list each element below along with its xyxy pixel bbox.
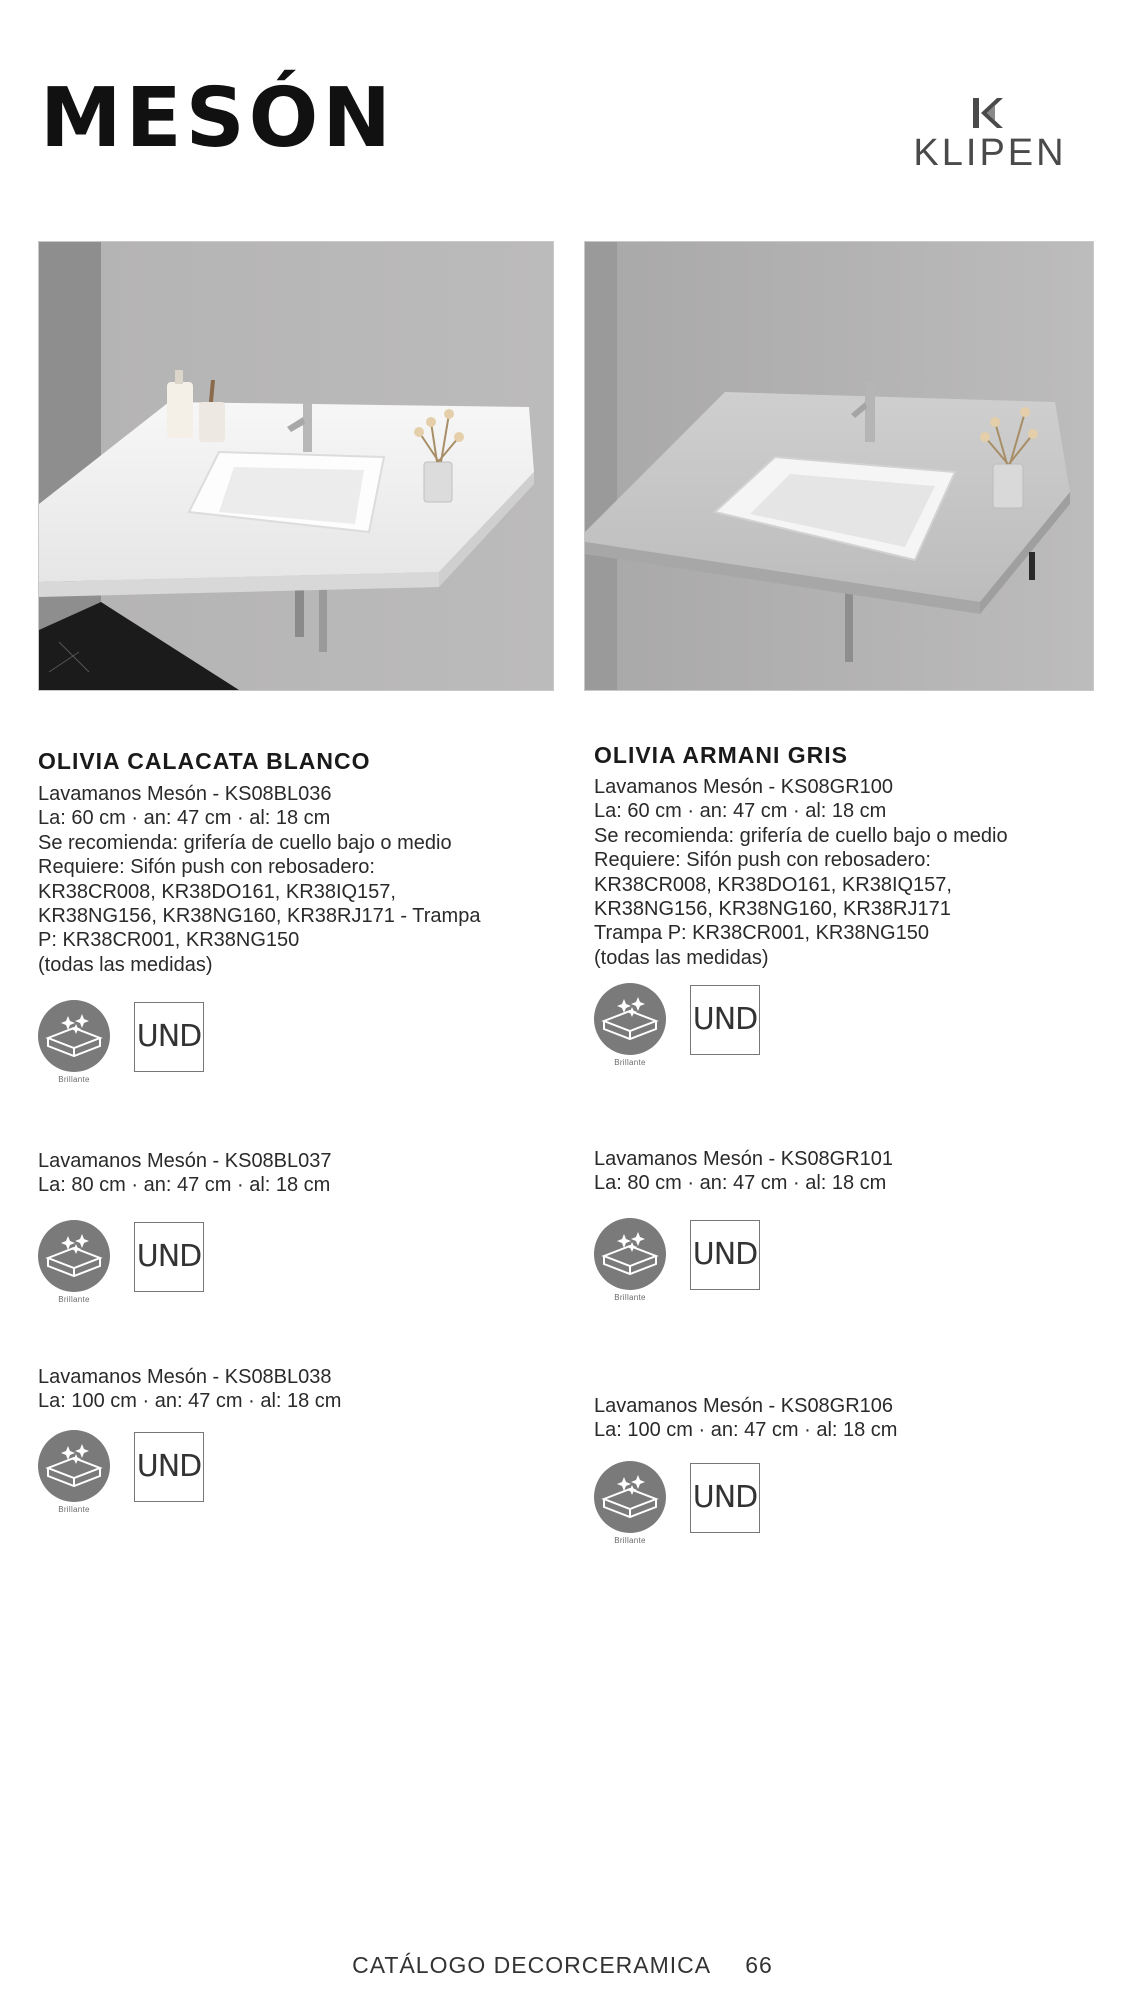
unit-badge: UND (134, 1002, 204, 1072)
finish-label: Brillante (614, 1293, 646, 1302)
variant-description (38, 1149, 332, 1198)
product-name: OLIVIA ARMANI GRIS (594, 742, 848, 768)
desc-line: La: 60 cm · an: 47 cm · al: 18 cm (594, 800, 887, 823)
page-title: MESÓN (40, 71, 396, 166)
finish-badge (594, 1461, 666, 1551)
variant-description (594, 775, 1008, 970)
variant-description (594, 1147, 893, 1196)
variant-badges (38, 1220, 238, 1310)
desc-line: Se recomienda: grifería de cuello bajo o medio (594, 824, 1008, 847)
desc-line: Requiere: Sifón push con rebosadero: (38, 856, 375, 879)
variant-badges (594, 1461, 794, 1551)
brilliant-finish-icon (38, 1000, 110, 1072)
desc-line: KR38NG156, KR38NG160, KR38RJ171 - Trampa (38, 905, 481, 928)
page-number: 66 (745, 1952, 773, 1978)
desc-line: KR38CR008, KR38DO161, KR38IQ157, (594, 873, 952, 896)
desc-line: Requiere: Sifón push con rebosadero: (594, 849, 931, 872)
desc-line: P: KR38CR001, KR38NG150 (38, 929, 300, 952)
unit-badge: UND (690, 985, 760, 1055)
sink-white-image (39, 242, 553, 690)
desc-line: KR38NG156, KR38NG160, KR38RJ171 (594, 898, 951, 921)
desc-line: La: 80 cm · an: 47 cm · al: 18 cm (594, 1172, 887, 1195)
variant-badges (38, 1000, 238, 1090)
desc-line: Lavamanos Mesón - KS08BL037 (38, 1150, 332, 1172)
variant-description (594, 1394, 897, 1443)
desc-line: KR38CR008, KR38DO161, KR38IQ157, (38, 880, 396, 903)
finish-badge (38, 1220, 110, 1310)
unit-badge: UND (134, 1222, 204, 1292)
desc-line: (todas las medidas) (38, 953, 213, 976)
finish-badge (38, 1000, 110, 1090)
brand-logo (905, 96, 1075, 172)
product-photo-armani (584, 241, 1094, 691)
desc-line: Lavamanos Mesón - KS08BL038 (38, 1366, 332, 1388)
desc-line: La: 80 cm · an: 47 cm · al: 18 cm (38, 1174, 331, 1197)
desc-line: Trampa P: KR38CR001, KR38NG150 (594, 922, 929, 945)
brand-name: KLIPEN (913, 132, 1067, 174)
desc-line: La: 100 cm · an: 47 cm · al: 18 cm (38, 1390, 342, 1413)
unit-badge: UND (690, 1220, 760, 1290)
variant-badges (594, 983, 794, 1073)
finish-badge (594, 1218, 666, 1308)
catalog-name: CATÁLOGO DECORCERAMICA (352, 1952, 710, 1978)
unit-badge: UND (690, 1463, 760, 1533)
desc-line: Se recomienda: grifería de cuello bajo o medio (38, 831, 452, 854)
desc-line: Lavamanos Mesón - KS08GR101 (594, 1148, 894, 1170)
finish-label: Brillante (58, 1075, 90, 1084)
variant-description (38, 782, 480, 977)
desc-line: Lavamanos Mesón - KS08BL036 (38, 783, 332, 805)
finish-label: Brillante (614, 1536, 646, 1545)
finish-label: Brillante (614, 1058, 646, 1067)
brilliant-finish-icon (594, 983, 666, 1055)
product-name: OLIVIA CALACATA BLANCO (38, 748, 371, 774)
product-photo-calacata (38, 241, 554, 691)
finish-label: Brillante (58, 1505, 90, 1514)
brilliant-finish-icon (594, 1461, 666, 1533)
finish-badge (38, 1430, 110, 1520)
desc-line: La: 100 cm · an: 47 cm · al: 18 cm (594, 1419, 898, 1442)
variant-badges (38, 1430, 238, 1520)
desc-line: Lavamanos Mesón - KS08GR100 (594, 776, 894, 798)
finish-label: Brillante (58, 1295, 90, 1304)
variant-description (38, 1365, 341, 1414)
desc-line: La: 60 cm · an: 47 cm · al: 18 cm (38, 807, 331, 830)
klipen-k-icon (969, 96, 1003, 130)
desc-line: Lavamanos Mesón - KS08GR106 (594, 1395, 894, 1417)
brilliant-finish-icon (38, 1430, 110, 1502)
page-footer (0, 1952, 1125, 1979)
sink-gray-image (585, 242, 1093, 690)
brilliant-finish-icon (594, 1218, 666, 1290)
desc-line: (todas las medidas) (594, 946, 769, 969)
finish-badge (594, 983, 666, 1073)
unit-badge: UND (134, 1432, 204, 1502)
brilliant-finish-icon (38, 1220, 110, 1292)
variant-badges (594, 1218, 794, 1308)
